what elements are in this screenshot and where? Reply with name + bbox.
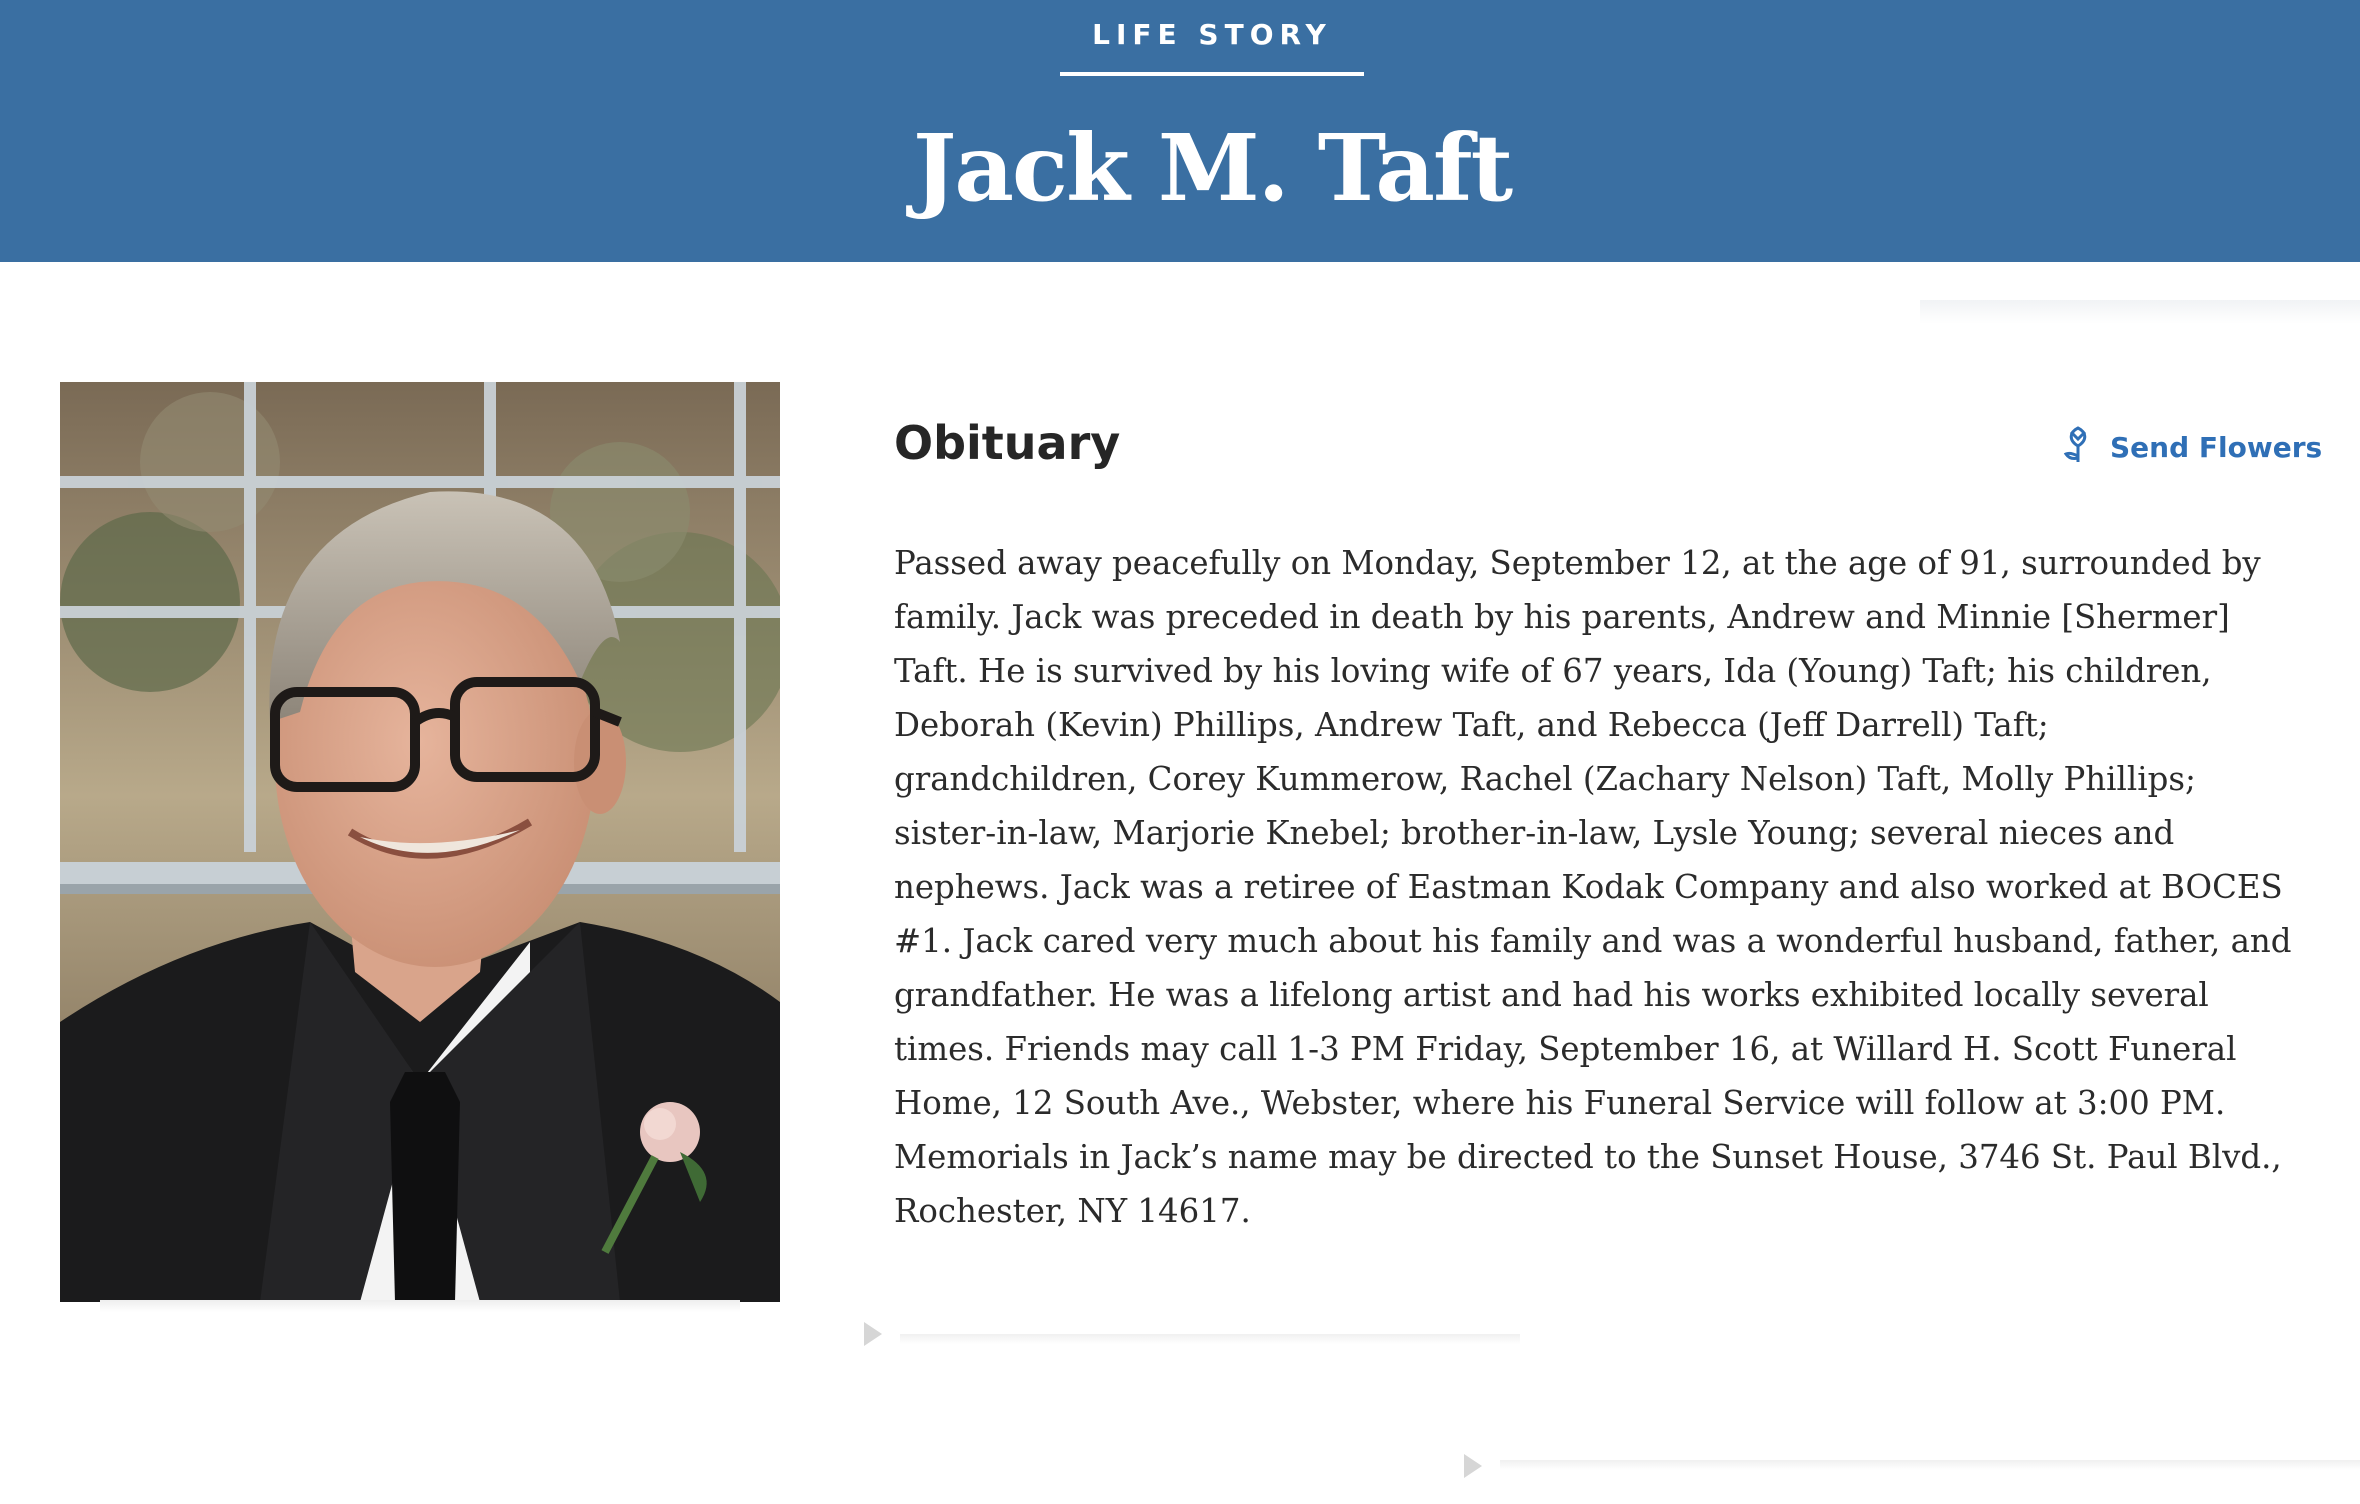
eyebrow-underline [1060, 72, 1364, 76]
section-divider [1500, 1460, 2360, 1470]
portrait-photo [60, 382, 780, 1302]
obituary-text: Passed away peacefully on Monday, September 12, at the age of 91, surrounded by family. Jack was preceded in death by his parents, Andrew and Minnie [Shermer] Taft. He is survived by his loving wife of 67 years, Ida (Young) Taft; his children, Deborah (Kevin) Phillips, Andrew Taft, and Rebecca (Jeff Darrell) Taft; grandchildren, Corey Kummerow, Rachel (Zachary Nelson) Taft, Molly Phillips; sister-in-law, Marjorie Knebel; brother-in-law, Lysle Young; several nieces and nephews. Jack was a retiree of Eastman Kodak Company and also worked at BOCES #1. Jack cared very much about his family and was a wonderful husband, father, and grandfather. He was a lifelong artist and had his works exhibited locally several times. Friends may call 1-3 PM Friday, September 16, at Willard H. Scott Funeral Home, 12 South Ave., Webster, where his Funeral Service will follow at 3:00 PM. Memorials in Jack’s name may be directed to the Sunset House, 3746 St. Paul Blvd., Rochester, NY 14617. [894, 544, 2292, 1230]
portrait-image [60, 382, 780, 1302]
obituary-heading: Obituary [894, 416, 1121, 470]
flower-icon [2060, 424, 2096, 471]
section-divider [900, 1334, 1520, 1344]
send-flowers-label: Send Flowers [2110, 431, 2323, 464]
deceased-name: Jack M. Taft [912, 114, 1512, 222]
life-story-label: LIFE STORY [1092, 18, 1332, 51]
collapse-arrow-icon[interactable] [1464, 1454, 1482, 1478]
photo-shadow [100, 1300, 740, 1312]
collapse-arrow-icon[interactable] [864, 1322, 882, 1346]
send-flowers-link[interactable] [2060, 424, 2322, 471]
card-shadow [1920, 300, 2360, 324]
page-header [0, 0, 2360, 262]
